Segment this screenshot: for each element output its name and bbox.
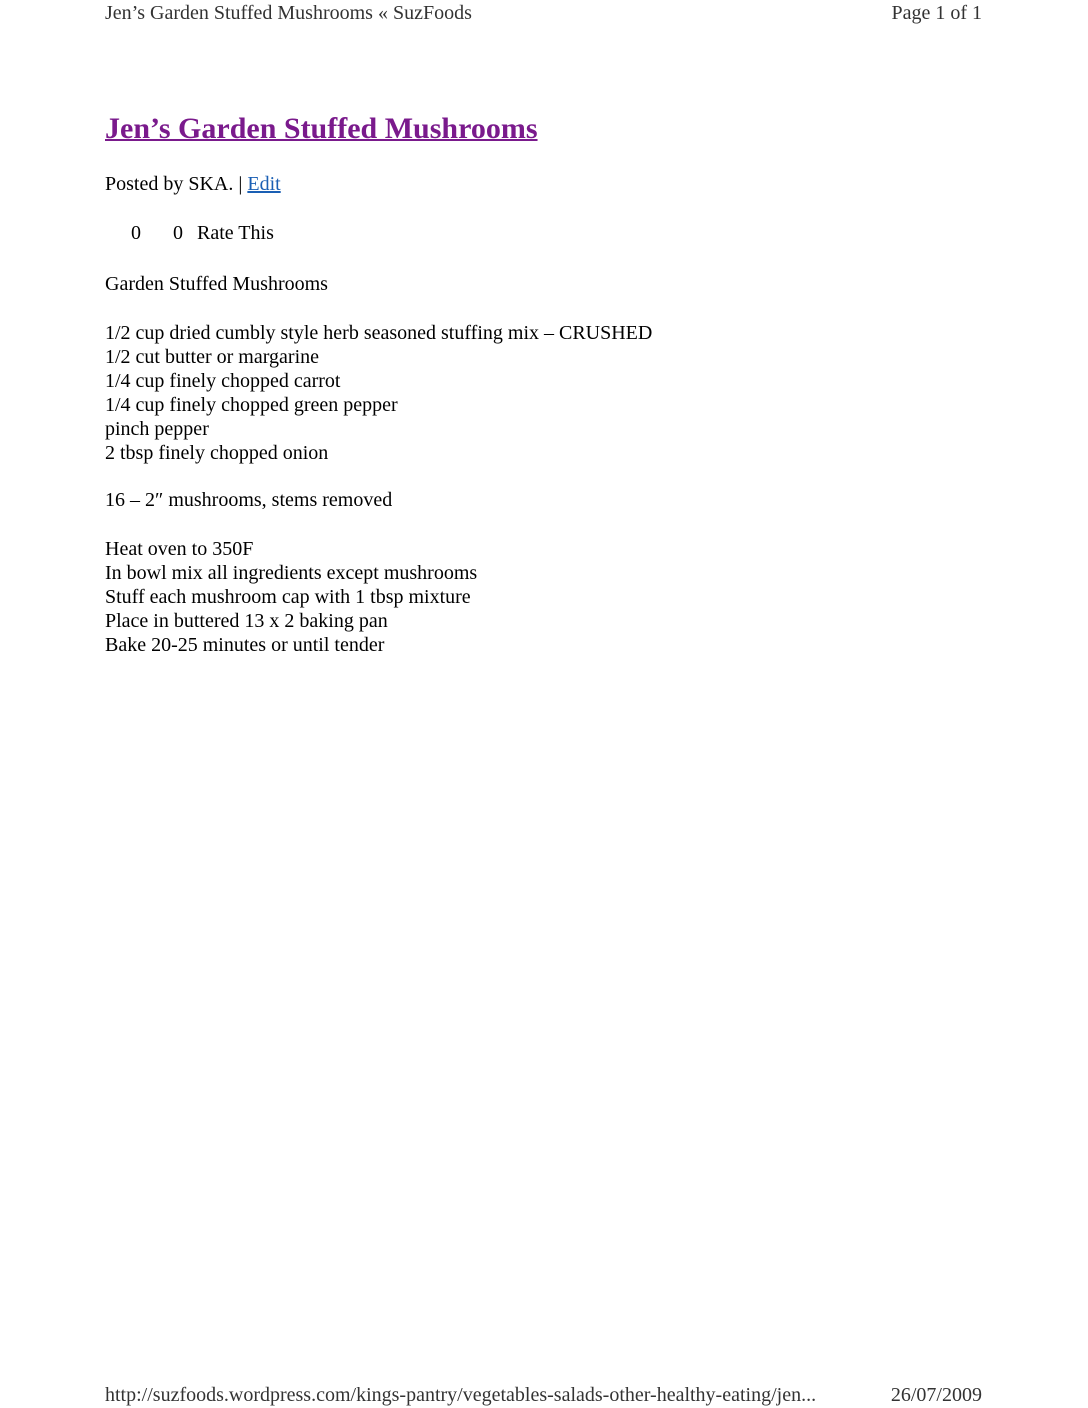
direction-step: Bake 20-25 minutes or until tender: [105, 634, 385, 656]
recipe-name-block: [105, 272, 328, 296]
rating-down-count[interactable]: 0: [173, 222, 183, 244]
print-header-page-number: Page 1 of 1: [891, 2, 982, 24]
print-footer-url: http://suzfoods.wordpress.com/kings-pantry/vegetables-salads-other-healthy-eating/jen...: [105, 1384, 817, 1406]
direction-step: Place in buttered 13 x 2 baking pan: [105, 610, 388, 632]
post-title-link[interactable]: Jen’s Garden Stuffed Mushrooms: [105, 112, 538, 145]
ingredients-list: [105, 321, 652, 465]
mushrooms-block: [105, 488, 392, 512]
post-title: [105, 112, 538, 146]
direction-step: In bowl mix all ingredients except mushrooms: [105, 562, 478, 584]
rating-widget: [131, 222, 274, 245]
recipe-name: Garden Stuffed Mushrooms: [105, 273, 328, 295]
print-footer-date: 26/07/2009: [890, 1384, 982, 1406]
byline: [105, 173, 281, 196]
edit-link[interactable]: Edit: [247, 173, 281, 195]
ingredient-line: 1/2 cup dried cumbly style herb seasoned stuffing mix – CRUSHED: [105, 322, 653, 344]
ingredient-line: 1/4 cup finely chopped green pepper: [105, 394, 398, 416]
mushrooms-line: 16 – 2″ mushrooms, stems removed: [105, 489, 393, 511]
ingredient-line: 2 tbsp finely chopped onion: [105, 442, 329, 464]
rating-up-count[interactable]: 0: [131, 222, 141, 244]
direction-step: Stuff each mushroom cap with 1 tbsp mixture: [105, 586, 471, 608]
ingredient-line: pinch pepper: [105, 418, 209, 440]
ingredient-line: 1/4 cup finely chopped carrot: [105, 370, 341, 392]
byline-text: Posted by SKA. |: [105, 173, 243, 195]
ingredient-line: 1/2 cut butter or margarine: [105, 346, 320, 368]
directions-list: [105, 537, 477, 657]
print-header-page-title: Jen’s Garden Stuffed Mushrooms « SuzFoods: [105, 2, 472, 24]
rate-this-label[interactable]: Rate This: [197, 222, 274, 244]
direction-step: Heat oven to 350F: [105, 538, 254, 560]
